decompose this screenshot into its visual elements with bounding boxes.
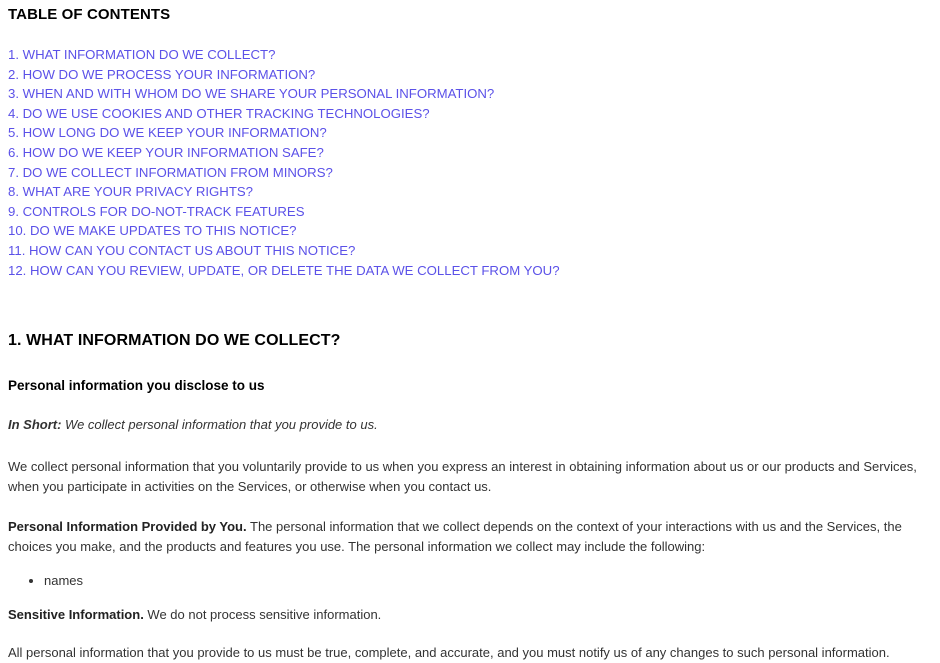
- section-1-heading: 1. WHAT INFORMATION DO WE COLLECT?: [8, 332, 341, 350]
- spacer: [8, 280, 932, 332]
- spacer: [8, 435, 932, 457]
- in-short-label: In Short:: [8, 417, 62, 433]
- toc-link-1[interactable]: 1. WHAT INFORMATION DO WE COLLECT?: [8, 47, 276, 62]
- toc-link-4[interactable]: 4. DO WE USE COOKIES AND OTHER TRACKING TECHNOLOGIES?: [8, 105, 430, 121]
- sensitive-information-text: We do not process sensitive information.: [143, 607, 382, 623]
- list-item: • names: [44, 571, 932, 591]
- toc-link-5[interactable]: 5. HOW LONG DO WE KEEP YOUR INFORMATION?: [8, 125, 327, 141]
- toc-link-6[interactable]: 6. HOW DO WE KEEP YOUR INFORMATION SAFE?: [8, 144, 324, 160]
- toc-link-9[interactable]: 9. CONTROLS FOR DO-NOT-TRACK FEATURES: [8, 203, 305, 219]
- toc-link-12[interactable]: 12. HOW CAN YOU REVIEW, UPDATE, OR DELETE THE DATA WE COLLECT FROM YOU?: [8, 262, 560, 278]
- spacer: [8, 393, 932, 415]
- paragraph-collect-info: We collect personal information that you voluntarily provide to us when you express an interest in obtaining information about us or our products and Services, when you participate in activities on the Services, or otherwise when you contact us.: [8, 459, 917, 495]
- toc-link-11[interactable]: 11. HOW CAN YOU CONTACT US ABOUT THIS NOTICE?: [8, 242, 356, 258]
- toc-link-7[interactable]: 7. DO WE COLLECT INFORMATION FROM MINORS?: [8, 164, 333, 180]
- table-of-contents-title: TABLE OF CONTENTS: [8, 6, 171, 23]
- spacer: [8, 591, 932, 605]
- spacer: [8, 557, 932, 571]
- toc-link-3[interactable]: 3. WHEN AND WITH WHOM DO WE SHARE YOUR PERSONAL INFORMATION?: [8, 86, 495, 102]
- paragraph-accuracy-notice: All personal information that you provide to us must be true, complete, and accurate, and you must notify us of any changes to such personal information.: [8, 645, 890, 661]
- spacer: [8, 625, 932, 643]
- spacer: [8, 497, 932, 517]
- toc-link-2[interactable]: 2. HOW DO WE PROCESS YOUR INFORMATION?: [8, 66, 316, 82]
- table-of-contents-list: [8, 45, 932, 280]
- provided-by-you-text: The personal information that we collect depends on the context of your interactions with us and the Services, the choices you make, and the products and features you use. The personal information we collect may include the following:: [8, 519, 902, 555]
- toc-link-8[interactable]: 8. WHAT ARE YOUR PRIVACY RIGHTS?: [8, 184, 254, 200]
- section-1-subheading: Personal information you disclose to us: [8, 378, 265, 394]
- provided-by-you-label: Personal Information Provided by You.: [8, 519, 247, 535]
- in-short-summary: [8, 415, 932, 435]
- personal-info-list: [8, 571, 932, 591]
- spacer: [8, 350, 932, 378]
- sensitive-information-label: Sensitive Information.: [8, 607, 144, 623]
- paragraph-sensitive-information: [8, 605, 932, 625]
- toc-link-10[interactable]: 10. DO WE MAKE UPDATES TO THIS NOTICE?: [8, 223, 297, 239]
- paragraph-provided-by-you: [8, 517, 932, 557]
- in-short-text: We collect personal information that you provide to us.: [61, 417, 378, 433]
